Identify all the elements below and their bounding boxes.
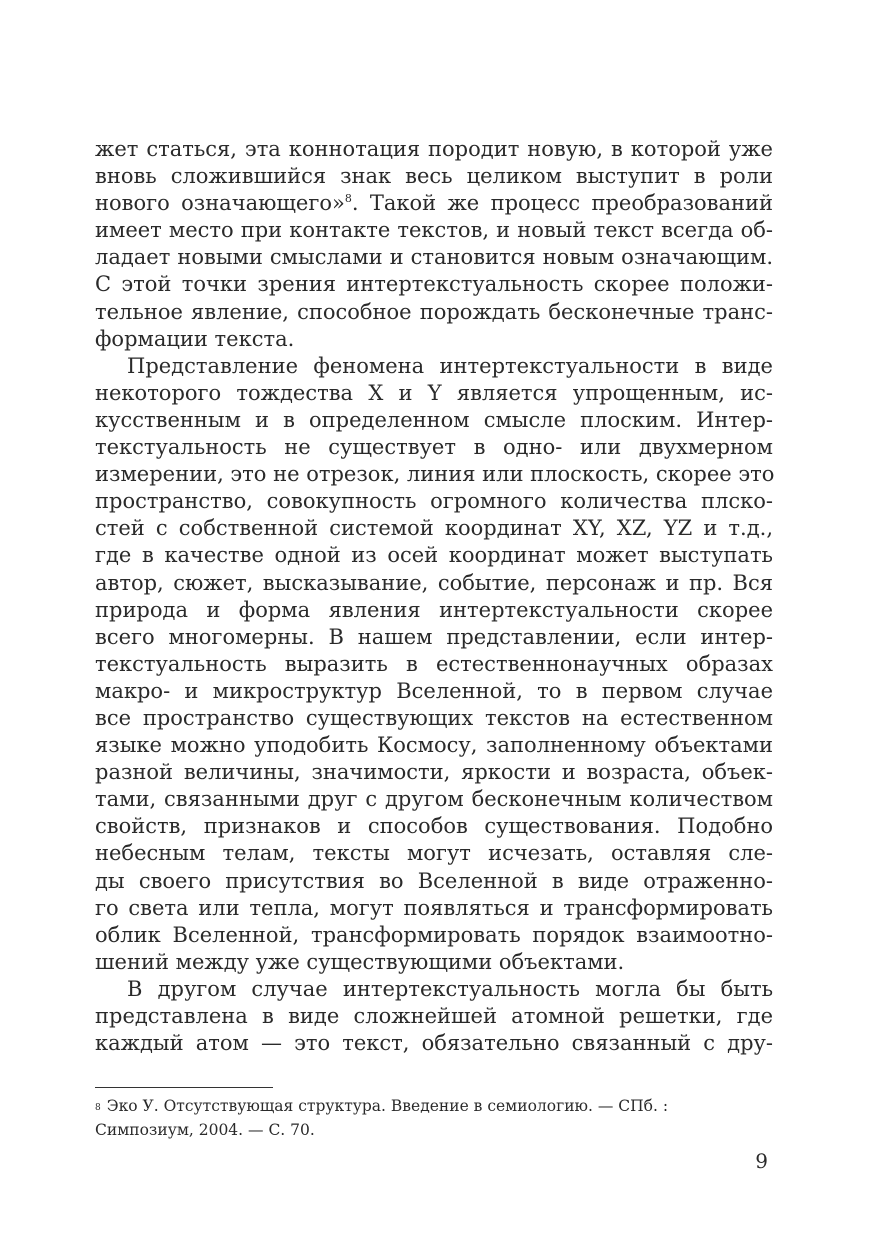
text-line bbox=[95, 461, 773, 488]
text-line-content: формации текста. bbox=[95, 326, 295, 351]
text-line-content: жет статься, эта коннотация породит новую, в которой уже bbox=[95, 137, 773, 161]
text-line-content: разной величины, значимости, яркости и возраста, объек- bbox=[95, 760, 773, 785]
text-line-content: автор, сюжет, высказывание, событие, персонаж и пр. Вся bbox=[95, 570, 773, 595]
footnote bbox=[95, 1094, 773, 1142]
text-line bbox=[95, 136, 773, 163]
text-line-content: В другом случае интертекстуальность могла бы быть bbox=[127, 976, 773, 1001]
text-line bbox=[95, 407, 773, 434]
text-line bbox=[95, 217, 773, 244]
text-line bbox=[95, 922, 773, 949]
text-line bbox=[95, 732, 773, 759]
text-line bbox=[95, 488, 773, 515]
text-line-content: вновь сложившийся знак весь целиком выступит в роли bbox=[95, 164, 773, 189]
text-line bbox=[95, 244, 773, 271]
text-line bbox=[95, 1003, 773, 1030]
text-line-content: природа и форма явления интертекстуальности скорее bbox=[95, 597, 773, 622]
text-line-content: пространство, совокупность огромного количества плско- bbox=[95, 489, 773, 514]
text-line bbox=[95, 976, 773, 1003]
footnote-line-2: Симпозиум, 2004. — С. 70. bbox=[95, 1121, 315, 1139]
text-line-content: С этой точки зрения интертекстуальность скорее положи- bbox=[95, 272, 773, 297]
text-line-content: шений между уже существующими объектами. bbox=[95, 949, 625, 974]
text-line bbox=[95, 678, 773, 705]
text-line-content: каждый атом — это текст, обязательно связанный с дру- bbox=[95, 1031, 773, 1056]
text-line-content: имеет место при контакте текстов, и новый текст всегда об- bbox=[95, 218, 773, 243]
text-line bbox=[95, 786, 773, 813]
footnote-divider bbox=[95, 1087, 273, 1088]
text-line bbox=[95, 163, 773, 190]
page-number: 9 bbox=[755, 1149, 768, 1173]
text-line-content: нового означающего» bbox=[95, 191, 345, 216]
text-line bbox=[95, 624, 773, 651]
text-line bbox=[95, 515, 773, 542]
text-line bbox=[95, 326, 773, 353]
text-line-content: ладает новыми смыслами и становится новым означающим. bbox=[95, 245, 773, 270]
text-line bbox=[95, 434, 773, 461]
text-line bbox=[95, 380, 773, 407]
text-line bbox=[95, 949, 773, 976]
text-line-continuation: . Такой же процесс преобразований bbox=[351, 191, 774, 216]
text-line-content: всего многомерны. В нашем представлении, если интер- bbox=[95, 624, 773, 649]
text-line-content: языке можно уподобить Космосу, заполненному объектами bbox=[95, 733, 773, 758]
footnote-text-1: Эко У. Отсутствующая структура. Введение в семиологию. — СПб. : bbox=[106, 1097, 669, 1115]
text-line bbox=[95, 868, 773, 895]
text-line bbox=[95, 651, 773, 678]
text-line-content: тами, связанными друг с другом бесконечным количеством bbox=[95, 787, 773, 812]
text-line-content: текстуальность не существует в одно- или двухмерном bbox=[95, 435, 773, 460]
text-line bbox=[95, 705, 773, 732]
text-line-content: все пространство существующих текстов на естественном bbox=[95, 705, 773, 730]
text-line bbox=[95, 759, 773, 786]
text-line-content: ды своего присутствия во Вселенной в виде отраженно- bbox=[95, 868, 773, 893]
text-line-content: стей с собственной системой координат XY, XZ, YZ и т.д., bbox=[95, 516, 773, 541]
footnote-line-1 bbox=[95, 1094, 773, 1118]
text-line bbox=[95, 813, 773, 840]
text-line-content: измерении, это не отрезок, линия или плоскость, скорее это bbox=[95, 462, 775, 487]
text-line-content: облик Вселенной, трансформировать порядок взаимоотно- bbox=[95, 922, 773, 947]
text-line-content: го света или тепла, могут появляться и трансформировать bbox=[95, 895, 773, 920]
text-line-content: тельное явление, способное порождать бесконечные транс- bbox=[95, 299, 773, 324]
text-line-content: небесным телам, тексты могут исчезать, оставляя сле- bbox=[95, 841, 773, 866]
text-line bbox=[95, 895, 773, 922]
text-line bbox=[95, 353, 773, 380]
text-line bbox=[95, 190, 773, 217]
footnote-reference[interactable]: 8 bbox=[344, 192, 352, 206]
text-line bbox=[95, 597, 773, 624]
text-line-content: где в качестве одной из осей координат может выступать bbox=[95, 543, 773, 568]
text-line-content: кусственным и в определенном смысле плоским. Интер- bbox=[95, 407, 773, 432]
text-line bbox=[95, 271, 773, 298]
footnote-mark: 8 bbox=[95, 1103, 101, 1113]
text-line bbox=[95, 299, 773, 326]
text-line bbox=[95, 1030, 773, 1057]
text-line-content: Представление феномена интертекстуальности в виде bbox=[127, 353, 773, 378]
text-line-content: текстуальность выразить в естественнонаучных образах bbox=[95, 651, 773, 676]
body-text bbox=[95, 136, 773, 1057]
text-line-content: некоторого тождества X и Y является упрощенным, ис- bbox=[95, 380, 773, 405]
text-line bbox=[95, 570, 773, 597]
text-line bbox=[95, 840, 773, 867]
text-line-content: свойств, признаков и способов существования. Подобно bbox=[95, 814, 773, 839]
text-line-content: макро- и микроструктур Вселенной, то в первом случае bbox=[95, 678, 773, 703]
text-line bbox=[95, 542, 773, 569]
text-line-content: представлена в виде сложнейшей атомной решетки, где bbox=[95, 1004, 773, 1028]
